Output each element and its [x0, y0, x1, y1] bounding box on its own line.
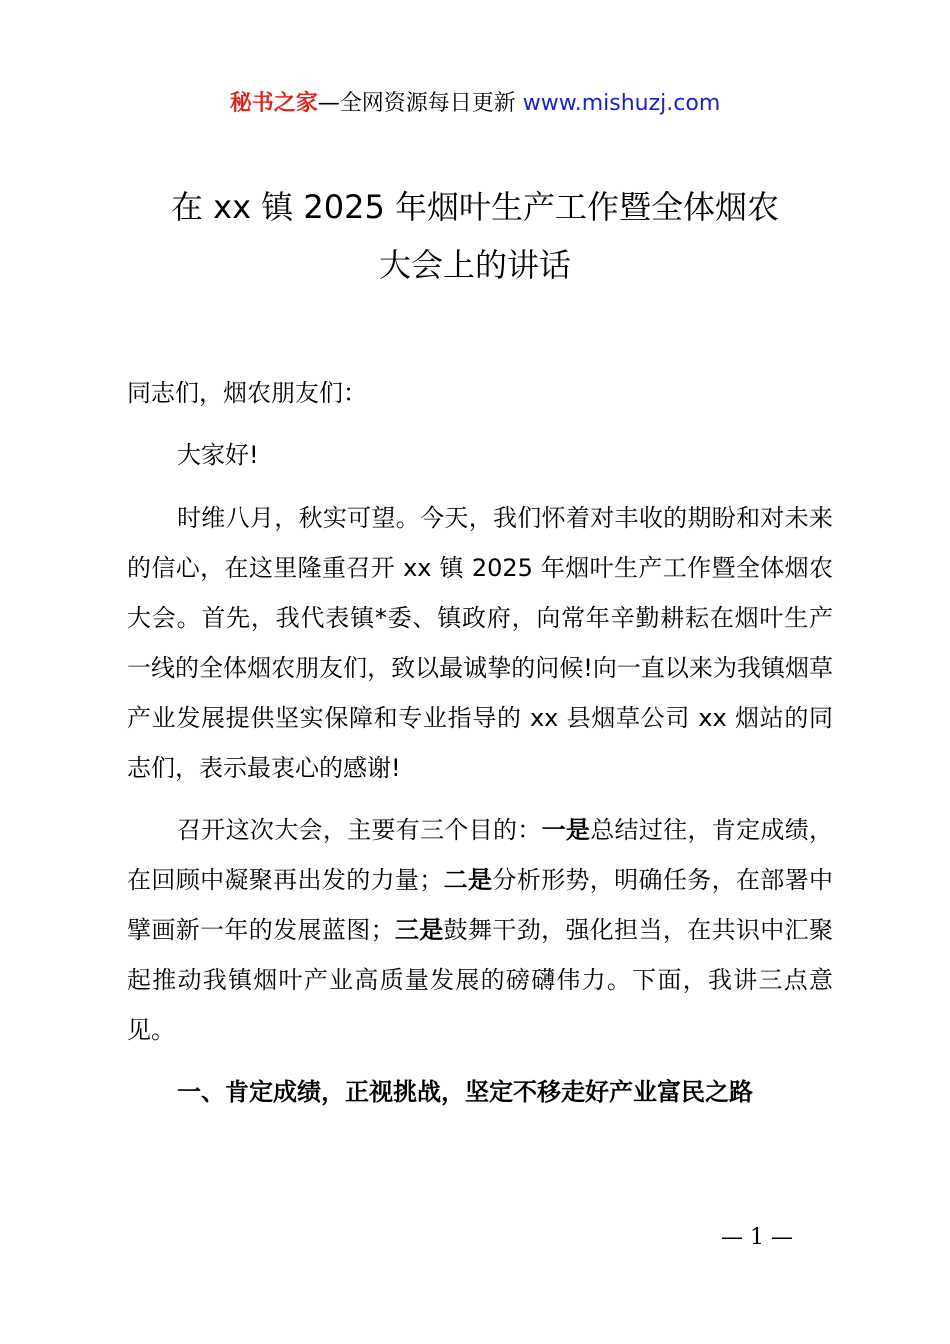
site-header — [0, 88, 950, 120]
header-tagline: —全网资源每日更新 — [317, 91, 523, 116]
document-title — [0, 178, 950, 294]
purposes-intro: 召开这次大会，主要有三个目的： — [177, 816, 542, 844]
purpose-3-label: 三是 — [394, 916, 444, 944]
salutation: 同志们，烟农朋友们： — [127, 379, 367, 407]
greeting: 大家好! — [177, 441, 259, 469]
paragraph-purposes — [127, 805, 833, 1055]
title-line-2: 大会上的讲话 — [378, 246, 571, 284]
page-number: — 1 — — [721, 1225, 793, 1250]
paragraph-opening: 时维八月，秋实可望。今天，我们怀着对丰收的期盼和对未来的信心，在这里隆重召开 xx 镇 2025 年烟叶生产工作暨全体烟农大会。首先，我代表镇*委、镇政府，向常年辛勤耕耘在烟叶生产一线的全体烟农朋友们，致以最诚挚的问候!向一直以来为我镇烟草产业发展提供坚实保障和专业指导的 xx 县烟草公司 xx 烟站的同志们，表示最衷心的感谢! — [127, 504, 833, 782]
purpose-1-text: 总结过往，肯定成绩，在回顾中凝聚再出发的力量； — [127, 816, 834, 894]
purpose-2-text: 分析形势，明确任务，在部署中擘画新一年的发展蓝图； — [127, 866, 834, 944]
header-url-link[interactable]: www.mishuzj.com — [522, 91, 721, 116]
purpose-2-label: 二是 — [443, 866, 493, 894]
section-heading-1: 一、肯定成绩，正视挑战，坚定不移走好产业富民之路 — [177, 1078, 753, 1106]
brand-name: 秘书之家 — [229, 91, 318, 116]
purpose-3-text: 鼓舞干劲，强化担当，在共识中汇聚起推动我镇烟叶产业高质量发展的磅礴伟力。下面，我讲三点意见。 — [127, 916, 834, 1044]
purpose-1-label: 一是 — [541, 816, 591, 844]
title-line-1: 在 xx 镇 2025 年烟叶生产工作暨全体烟农 — [170, 188, 779, 226]
